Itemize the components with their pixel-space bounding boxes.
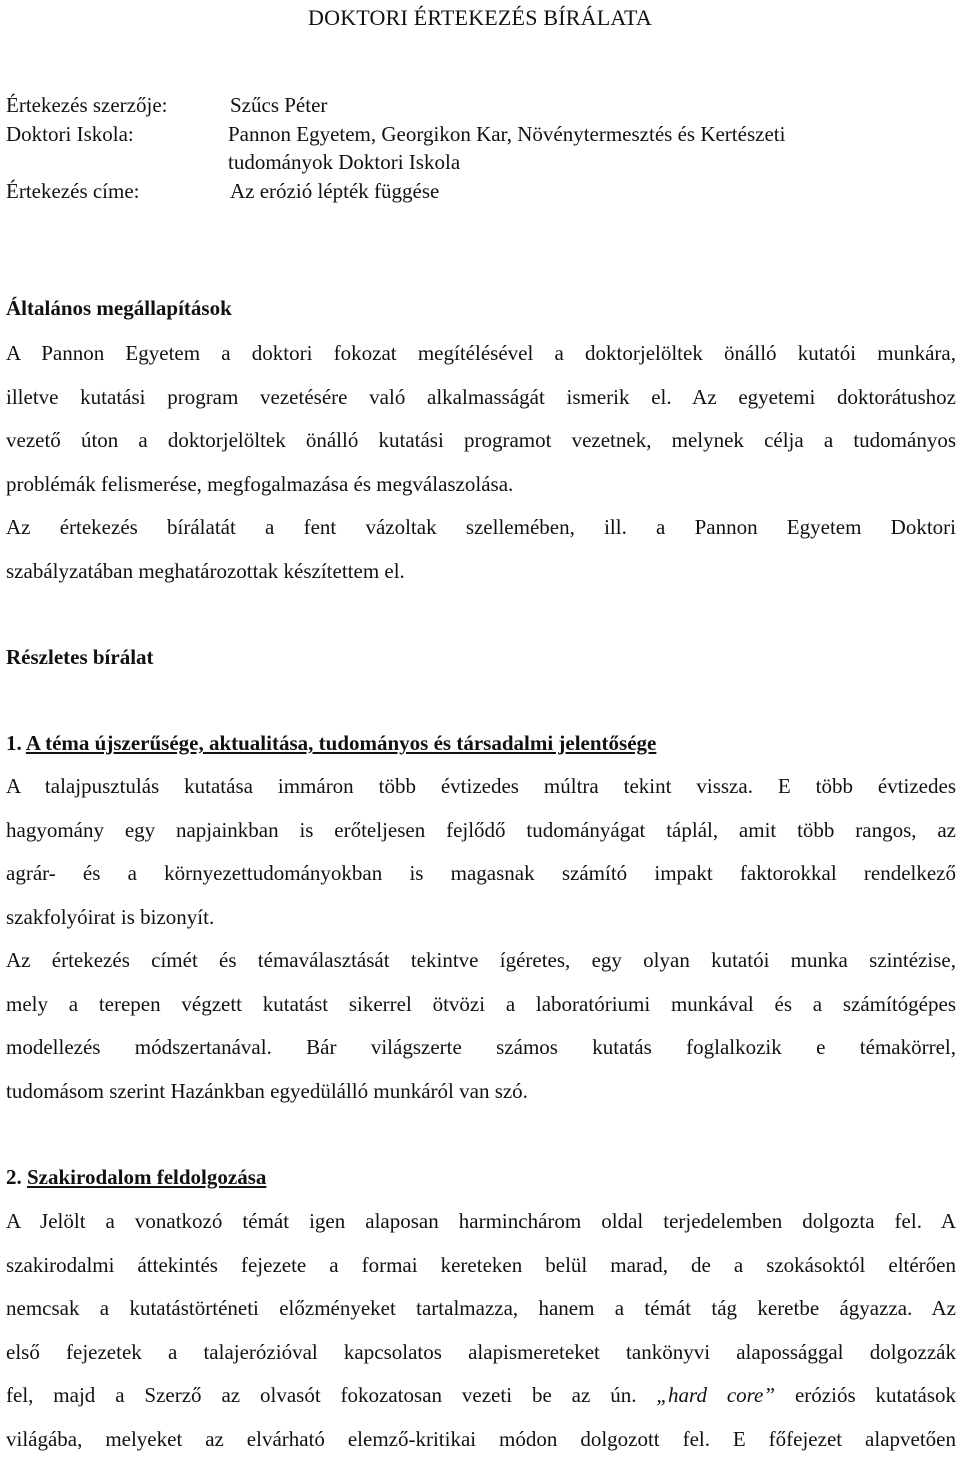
section2-line: világába, melyeket az elvárható elemző-kritikai módon dolgozott fel. E főfejezet alapvetően [6,1426,956,1451]
general-line: A Pannon Egyetem a doktori fokozat megítélésével a doktorjelöltek önálló kutatói munkára, [6,341,956,365]
general-heading: Általános megállapítások [6,296,232,320]
author-value: Szűcs Péter [230,93,328,117]
school-label: Doktori Iskola: [6,122,134,146]
school-value-line2: tudományok Doktori Iskola [228,150,461,174]
section1-number: 1. [6,731,22,755]
section1-paragraph-2 [6,939,956,1113]
general-line: problémák felismerése, megfogalmazása és megválaszolása. [6,471,514,496]
section2-line5-before: fel, majd a Szerző az olvasót fokozatosan vezeti be az ún. [6,1383,637,1408]
general-line: illetve kutatási program vezetésére való alkalmasságát ismerik el. Az egyetemi doktorátushoz [6,384,956,409]
title-value: Az erózió lépték függése [230,179,440,203]
section1-line: Az értekezés címét és témaválasztását tekintve ígéretes, egy olyan kutatói munka szintézise, [6,948,956,972]
section2-line: A Jelölt a vonatkozó témát igen alaposan harminchárom oldal terjedelemben dolgozta fel. A [6,1209,956,1233]
section1-line: szakfolyóirat is bizonyít. [6,904,215,929]
section1-line: agrár- és a környezettudományokban is magasnak számító impakt faktorokkal rendelkező [6,861,956,886]
general-paragraph [6,332,956,594]
section2-line5-after: eróziós kutatások [794,1383,956,1408]
page-title: DOKTORI ÉRTEKEZÉS BÍRÁLATA [308,5,652,30]
section2-title: Szakirodalom feldolgozása [27,1165,267,1189]
section2-heading [6,1163,266,1191]
section2-paragraph [6,1200,956,1462]
title-label: Értekezés címe: [6,179,140,203]
section1-line: tudomásom szerint Hazánkban egyedülálló munkáról van szó. [6,1078,528,1103]
section2-line: első fejezetek a talajerózióval kapcsolatos alapismereteket tankönyvi alapossággal dolgozzák [6,1339,956,1364]
section1-line: modellezés módszertanával. Bár világszerte számos kutatás foglalkozik e témakörrel, [6,1035,956,1060]
section1-line: mely a terepen végzett kutatást sikerrel ötvözi a laboratóriumi munkával és a számítógépes [6,991,956,1016]
section2-line: szakirodalmi áttekintés fejezete a formai kereteken belül marad, de a szokásoktól eltérően [6,1252,956,1277]
section2-line-mixed [6,1374,956,1418]
detailed-heading: Részletes bírálat [6,645,154,669]
school-value-line1: Pannon Egyetem, Georgikon Kar, Növénytermesztés és Kertészeti [228,122,786,146]
section1-paragraph-1 [6,765,956,939]
general-line: szabályzatában meghatározottak készítettem el. [6,558,405,583]
author-label: Értekezés szerzője: [6,93,168,117]
section1-title: A téma újszerűsége, aktualitása, tudományos és társadalmi jelentősége [25,731,657,755]
section2-number: 2. [6,1165,22,1189]
hard-core-term: „hard core” [656,1383,776,1408]
general-line: Az értekezés bírálatát a fent vázoltak szellemében, ill. a Pannon Egyetem Doktori [6,515,956,540]
section1-line: A talajpusztulás kutatása immáron több évtizedes múltra tekint vissza. E több évtizedes [6,774,956,798]
section1-heading [6,729,656,757]
section2-line: nemcsak a kutatástörténeti előzményeket tartalmazza, hanem a témát tág keretbe ágyazza. Az [6,1296,956,1321]
section1-line: hagyomány egy napjainkban is erőteljesen fejlődő tudományágat táplál, amit több rangos, az [6,817,956,842]
general-line: vezető úton a doktorjelöltek önálló kutatási programot vezetnek, melynek célja a tudományos [6,428,956,453]
